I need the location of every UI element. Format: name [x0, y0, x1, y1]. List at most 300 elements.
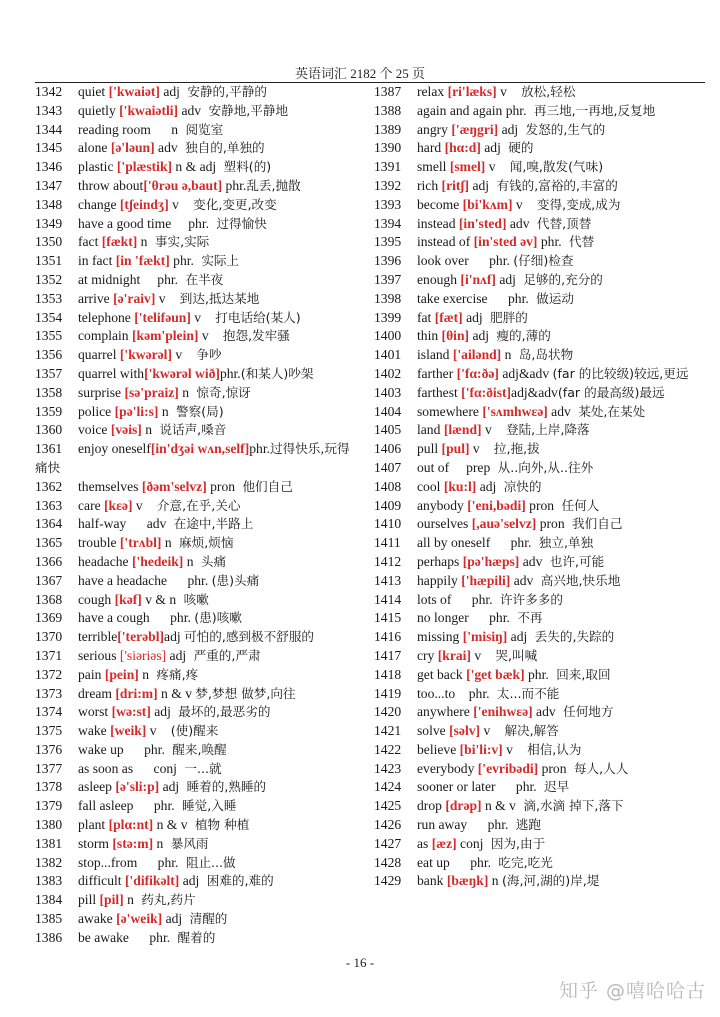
entry-number: 1379: [35, 798, 63, 814]
entry-part-of-speech: v: [155, 290, 176, 306]
entry-phonetic: [ðəm'selvz]: [141, 478, 207, 494]
entry-part-of-speech: v: [502, 741, 524, 757]
entry-number: 1384: [35, 892, 63, 908]
vocab-entry: [35, 215, 353, 234]
entry-word: anywhere: [417, 704, 474, 720]
entry-phonetic: [fækt]: [101, 234, 138, 250]
vocab-entry: [374, 121, 704, 140]
entry-part-of-speech: v & n: [141, 591, 180, 607]
entry-meaning: 相信,认为: [523, 741, 582, 757]
entry-phonetic: [bæŋk]: [446, 873, 489, 889]
entry-phonetic: ['kwaiətli]: [119, 102, 179, 118]
entry-number: 1401: [374, 347, 402, 363]
entry-word: anybody: [417, 497, 468, 513]
entry-number: 1377: [35, 760, 63, 776]
entry-phonetic: [stə:m]: [112, 835, 154, 851]
vocab-entry: [35, 666, 353, 685]
entry-meaning: 最坏的,最恶劣的: [174, 704, 271, 720]
entry-word: fall asleep: [78, 798, 134, 814]
entry-meaning: 独自的,单独的: [181, 140, 265, 156]
entry-number: 1407: [374, 459, 402, 475]
entry-part-of-speech: v: [146, 723, 167, 739]
entry-part-of-speech: adv: [510, 572, 537, 588]
entry-meaning: 逃跑: [511, 817, 541, 833]
entry-phonetic: [ə'raiv]: [113, 290, 156, 306]
watermark: 知乎 @嘻哈哈古: [558, 980, 706, 1002]
entry-word: trouble: [78, 535, 120, 551]
vocab-entry: [374, 666, 704, 685]
page-header: 英语词汇 2182 个 25 页: [294, 66, 425, 81]
entry-word: storm: [78, 835, 113, 851]
entry-phonetic: [in 'fækt]: [115, 253, 170, 269]
entry-meaning: 足够的,充分的: [519, 271, 603, 287]
entry-number: 1390: [374, 140, 402, 156]
entry-part-of-speech: pron: [536, 516, 569, 532]
entry-meaning: 发怒的,生气的: [521, 121, 606, 137]
entry-part-of-speech: pron: [206, 478, 239, 494]
entry-number: 1374: [35, 704, 63, 720]
entry-number: 1413: [374, 572, 402, 588]
entry-part-of-speech: adj: [507, 629, 531, 645]
entry-word: island: [417, 347, 453, 363]
entry-word: no longer: [417, 610, 469, 626]
entry-word: surprise: [78, 384, 125, 400]
vocab-entry: [35, 346, 353, 365]
entry-part-of-speech: adj: [166, 647, 190, 663]
vocab-entry: [374, 778, 704, 797]
entry-meaning: 哭,叫喊: [491, 647, 538, 663]
entry-part-of-speech: phr.: [133, 798, 179, 814]
vocab-entry: [35, 421, 353, 440]
entry-part-of-speech: adj: [469, 328, 493, 344]
vocab-entry: [35, 83, 353, 102]
entry-meaning: 安静地,平静地: [204, 102, 289, 118]
entry-meaning: 不再: [513, 610, 543, 626]
entry-phonetic: [ə'sli:p]: [115, 779, 160, 795]
entry-meaning: 丢失的,失踪的: [530, 629, 615, 645]
entry-part-of-speech: adj: [164, 629, 185, 645]
entry-meaning: 抱怨,发牢骚: [218, 328, 290, 344]
vocab-entry: [35, 384, 353, 403]
entry-number: 1346: [35, 159, 63, 175]
entry-word: telephone: [78, 309, 135, 325]
entry-meaning: 他们自己: [238, 478, 293, 494]
entry-word: land: [417, 422, 444, 438]
entry-number: 1400: [374, 328, 402, 344]
entry-meaning: 安静的,平静的: [183, 84, 267, 99]
entry-number: 1394: [374, 215, 402, 231]
entry-number: 1397: [374, 271, 402, 287]
entry-number: 1396: [374, 253, 402, 269]
entry-number: 1386: [35, 929, 63, 945]
vocab-entry: [374, 741, 704, 760]
entry-meaning: 某处,在某处: [574, 403, 646, 419]
entry-phonetic: [ri'læks]: [447, 84, 497, 99]
entry-meaning: 睡觉,入睡: [178, 798, 237, 814]
vocab-entry: [35, 591, 353, 610]
entry-word: rich: [417, 177, 442, 193]
vocab-entry: [374, 553, 704, 572]
entry-part-of-speech: v: [168, 196, 190, 212]
entry-number: 1412: [374, 553, 402, 569]
entry-phonetic: ['siəriəs]: [119, 647, 167, 663]
entry-number: 1367: [35, 572, 63, 588]
entry-meaning: 太...而不能: [492, 685, 560, 701]
vocab-entry: [35, 872, 353, 891]
entry-word: dream: [78, 685, 116, 701]
entry-part-of-speech: adj: [469, 177, 493, 193]
entry-number: 1344: [35, 121, 63, 137]
vocab-entry: [35, 647, 353, 666]
entry-word: have a good time: [78, 215, 172, 231]
entry-word: alone: [78, 140, 111, 156]
vocab-entry: [374, 628, 704, 647]
entry-part-of-speech: phr.: [222, 177, 247, 193]
vocab-entry: [374, 497, 704, 516]
entry-number: 1382: [35, 854, 63, 870]
entry-part-of-speech: n: [488, 873, 502, 889]
entry-phonetic: [ə'ləun]: [110, 140, 155, 156]
entry-phonetic: ['fα:ðə]: [456, 365, 499, 381]
entry-meaning: 每人,人人: [569, 760, 629, 776]
entry-phonetic: ['difikəlt]: [124, 873, 180, 889]
entry-meaning: 植物 种植: [190, 817, 250, 833]
entry-meaning: (far 的比较级)较远,更远: [552, 365, 689, 381]
entry-part-of-speech: n & v: [157, 685, 196, 701]
vocab-entry: [35, 609, 353, 628]
entry-meaning: 凉快的: [499, 478, 542, 494]
entry-number: 1359: [35, 403, 63, 419]
entry-part-of-speech: phr.: [490, 535, 535, 551]
entry-part-of-speech: adj: [495, 271, 520, 287]
vocab-entry: [35, 816, 353, 835]
entry-word: worst: [78, 704, 112, 720]
entry-word: again and again: [417, 102, 503, 118]
vocab-entry: [374, 271, 704, 290]
entry-phonetic: [plα:nt]: [108, 817, 154, 833]
entry-meaning: 争吵: [192, 347, 222, 363]
entry-meaning: 实际上: [197, 253, 240, 269]
entry-phonetic: ['θrəu ə,baut]: [143, 177, 223, 193]
entry-meaning: 做运动: [532, 290, 574, 306]
vocab-entry: [35, 778, 353, 797]
vocab-entry: [374, 854, 704, 873]
vocab-entry: [35, 121, 353, 140]
vocab-entry: [374, 252, 704, 271]
entry-word: fat: [417, 309, 435, 325]
entry-word: pill: [78, 892, 100, 908]
entry-part-of-speech: n: [501, 347, 515, 363]
entry-number: 1388: [374, 102, 402, 118]
entry-meaning: 瘦的,薄的: [492, 328, 551, 344]
entry-word: somewhere: [417, 403, 483, 419]
entry-word: believe: [417, 741, 460, 757]
entry-meaning: 药丸,药片: [137, 892, 196, 908]
entry-word: bank: [417, 873, 447, 889]
entry-meaning: 拉,拖,拔: [489, 441, 540, 457]
entry-number: 1408: [374, 478, 402, 494]
entry-part-of-speech: phr.: [137, 854, 182, 870]
entry-phonetic: [krai]: [437, 647, 471, 663]
entry-meaning: (和某人)吵架: [240, 365, 314, 381]
entry-part-of-speech: v: [171, 347, 193, 363]
entry-part-of-speech: phr.: [468, 610, 514, 626]
entry-part-of-speech: phr.: [219, 365, 241, 381]
entry-word: complain: [78, 328, 132, 344]
entry-part-of-speech: n: [141, 422, 156, 438]
entry-phonetic: [hα:d]: [444, 140, 481, 156]
entry-meaning: 滴,水滴 掉下,落下: [519, 798, 624, 814]
vocab-entry: [35, 722, 353, 741]
entry-meaning: 因为,由于: [486, 835, 546, 851]
entry-meaning: 说话声,嗓音: [155, 422, 227, 438]
entry-part-of-speech: n & v: [153, 817, 191, 833]
entry-word: cough: [78, 591, 115, 607]
entry-word: become: [417, 196, 463, 212]
vocab-entry: [35, 196, 353, 215]
vocab-entry: [35, 703, 353, 722]
entry-part-of-speech: phr.: [502, 102, 530, 118]
entry-part-of-speech: v: [198, 328, 219, 344]
entry-meaning: 暴风雨: [166, 835, 209, 851]
entry-phonetic: [tʃeindʒ]: [119, 196, 169, 212]
vocab-entry: [35, 365, 353, 384]
entry-meaning: 梦,梦想 做梦,向往: [195, 685, 296, 701]
entry-word: lots of: [417, 591, 452, 607]
entry-number: 1385: [35, 911, 63, 927]
entry-word: solve: [417, 723, 450, 739]
entry-part-of-speech: phr.: [171, 215, 213, 231]
entry-word: plastic: [78, 159, 117, 175]
entry-meaning: 闻,嗅,散发(气味): [505, 159, 604, 175]
vocab-entry: [35, 929, 353, 948]
entry-meaning: 打电话给(某人): [211, 309, 301, 325]
entry-word: quarrel with: [78, 365, 145, 381]
entry-meaning: (患)咳嗽: [194, 610, 242, 626]
entry-number: 1354: [35, 309, 63, 325]
entry-number: 1392: [374, 177, 402, 193]
entry-word: angry: [417, 121, 452, 137]
entry-phonetic: [vəis]: [110, 422, 142, 438]
entry-number: 1373: [35, 685, 63, 701]
entry-phonetic: [kəf]: [114, 591, 142, 607]
vocab-entry: [35, 835, 353, 854]
entry-part-of-speech: n: [150, 121, 182, 137]
entry-word: enjoy oneself: [78, 441, 151, 457]
entry-meaning: 高兴地,快乐地: [536, 572, 621, 588]
entry-meaning: 从..向外,从..往外: [493, 459, 594, 475]
entry-meaning: (海,河,湖的)岸,堤: [501, 873, 600, 889]
vocab-entry: [35, 534, 353, 553]
entry-number: 1399: [374, 309, 402, 325]
entry-part-of-speech: n: [161, 535, 176, 551]
entry-part-of-speech: adj&adv: [511, 384, 558, 400]
entry-phonetic: [ku:l]: [443, 478, 477, 494]
vocab-entry: [374, 384, 704, 403]
entry-number: 1360: [35, 422, 63, 438]
entry-word: in fact: [78, 253, 116, 269]
entry-part-of-speech: phr.: [468, 253, 514, 269]
entry-number: 1411: [374, 535, 401, 551]
entry-phonetic: ['plæstik]: [116, 159, 173, 175]
entry-phonetic: ['sʌmhwεə]: [482, 403, 548, 419]
entry-meaning: 过得快乐,玩得痛快: [35, 441, 350, 475]
vocab-entry: [374, 797, 704, 816]
entry-word: hard: [417, 140, 445, 156]
entry-number: 1409: [374, 497, 402, 513]
vocab-entry: [35, 685, 353, 704]
entry-word: change: [78, 196, 120, 212]
entry-meaning: 麻烦,烦恼: [175, 535, 234, 551]
vocab-entry: [374, 722, 704, 741]
vocab-entry: [35, 497, 353, 516]
entry-part-of-speech: phr.: [495, 779, 541, 795]
entry-phonetic: [səlv]: [449, 723, 481, 739]
entry-part-of-speech: phr.: [455, 685, 493, 701]
entry-number: 1421: [374, 723, 402, 739]
entry-number: 1417: [374, 647, 402, 663]
entry-meaning: 过得愉快: [212, 215, 267, 231]
vocab-entry: [374, 346, 704, 365]
entry-meaning: 事实,实际: [150, 234, 210, 250]
entry-part-of-speech: phr.: [169, 253, 198, 269]
entry-part-of-speech: v: [190, 309, 212, 325]
entry-part-of-speech: v: [480, 723, 501, 739]
entry-number: 1422: [374, 741, 402, 757]
vocab-entry: [35, 440, 353, 478]
entry-meaning: 解决,解答: [500, 723, 559, 739]
entry-number: 1353: [35, 290, 63, 306]
vocab-entry: [374, 534, 704, 553]
entry-meaning: 硬的: [504, 140, 534, 156]
entry-number: 1350: [35, 234, 63, 250]
entry-meaning: (far 的最高级)最远: [557, 384, 665, 400]
entry-part-of-speech: phr.: [451, 591, 496, 607]
entry-number: 1393: [374, 196, 402, 212]
entry-phonetic: [θin]: [441, 328, 470, 344]
entry-word: police: [78, 403, 115, 419]
entry-phonetic: ['enihwεə]: [473, 704, 533, 720]
entry-number: 1357: [35, 365, 63, 381]
entry-phonetic: ['hæpili]: [461, 572, 511, 588]
entry-number: 1352: [35, 271, 63, 287]
entry-meaning: 阻止...做: [181, 854, 236, 870]
entry-phonetic: [i'nʌf]: [460, 271, 496, 287]
entry-phonetic: [in'dʒəi wʌn,self]: [150, 441, 250, 457]
entry-meaning: 睡着的,熟睡的: [182, 779, 267, 795]
entry-part-of-speech: conj: [456, 835, 487, 851]
entry-number: 1361: [35, 441, 63, 457]
entry-phonetic: [smel]: [449, 159, 486, 175]
entry-meaning: 阅览室: [181, 121, 224, 137]
entry-part-of-speech: adj: [476, 478, 500, 494]
entry-word: eat up: [417, 854, 450, 870]
vocab-entry: [374, 421, 704, 440]
vocab-entry: [35, 252, 353, 271]
entry-number: 1387: [374, 84, 402, 99]
entry-number: 1351: [35, 253, 63, 269]
entry-phonetic: [drəp]: [445, 798, 482, 814]
vocab-entry: [374, 872, 704, 891]
vocab-entry: [374, 703, 704, 722]
entry-meaning: 乱丢,抛散: [246, 177, 301, 193]
entry-meaning: 困难的,难的: [202, 873, 274, 889]
entry-number: 1406: [374, 441, 402, 457]
vocab-entry: [35, 327, 353, 346]
entry-meaning: 迟早: [540, 779, 570, 795]
entry-part-of-speech: v: [481, 422, 502, 438]
entry-word: half-way: [78, 516, 127, 532]
entry-word: run away: [417, 817, 468, 833]
page-number: - 16 -: [345, 955, 375, 970]
vocab-entry: [374, 233, 704, 252]
entry-word: as soon as: [78, 760, 134, 776]
vocab-entry: [374, 572, 704, 591]
vocab-entry: [374, 139, 704, 158]
entry-part-of-speech: adj: [159, 779, 183, 795]
entry-phonetic: ['eni,bədi]: [467, 497, 526, 513]
entry-phonetic: [pul]: [441, 441, 470, 457]
entry-meaning: 岛,岛状物: [514, 347, 574, 363]
entry-number: 1365: [35, 535, 63, 551]
vocab-entry: [374, 459, 704, 478]
vocab-entry: [374, 515, 704, 534]
entry-meaning: 疼痛,疼: [152, 666, 199, 682]
entry-number: 1356: [35, 347, 63, 363]
entry-phonetic: [kεə]: [104, 497, 133, 513]
entry-number: 1410: [374, 516, 402, 532]
entry-meaning: 咳嗽: [179, 591, 209, 607]
entry-word: serious: [78, 647, 120, 663]
vocab-entry: [35, 910, 353, 929]
entry-number: 1414: [374, 591, 402, 607]
entry-part-of-speech: v: [471, 647, 492, 663]
entry-part-of-speech: n: [137, 234, 151, 250]
entry-part-of-speech: adj: [159, 84, 184, 99]
entry-part-of-speech: phr.: [123, 741, 169, 757]
vocab-entry: [35, 572, 353, 591]
vocab-entry: [374, 196, 704, 215]
entry-phonetic: ['misiŋ]: [462, 629, 508, 645]
entry-word: wake up: [78, 741, 124, 757]
entry-phonetic: ['ailənd]: [452, 347, 502, 363]
entry-part-of-speech: adv: [506, 215, 533, 231]
entry-word: perhaps: [417, 553, 463, 569]
entry-word: ourselves: [417, 516, 472, 532]
entry-meaning: 我们自己: [568, 516, 623, 532]
entry-phonetic: ['evribədi]: [477, 760, 539, 776]
entry-meaning: 在途中,半路上: [169, 516, 254, 532]
entry-meaning: 代替: [565, 234, 595, 250]
entry-word: fact: [78, 234, 102, 250]
entry-word: have a cough: [78, 610, 150, 626]
entry-number: 1404: [374, 403, 402, 419]
entry-number: 1380: [35, 817, 63, 833]
entry-number: 1426: [374, 817, 402, 833]
entry-meaning: 介意,在乎,关心: [152, 497, 241, 513]
entry-meaning: 独立,单独: [534, 535, 594, 551]
entry-phonetic: ['terəbl]: [117, 629, 165, 645]
entry-meaning: 惊奇,惊讶: [192, 384, 251, 400]
entry-meaning: 回来,取回: [552, 666, 611, 682]
entry-phonetic: [dri:m]: [115, 685, 158, 701]
entry-word: quietly: [78, 102, 120, 118]
entry-part-of-speech: adv: [547, 403, 575, 419]
entry-number: 1419: [374, 685, 402, 701]
entry-number: 1383: [35, 873, 63, 889]
entry-meaning: 代替,顶替: [532, 215, 592, 231]
entry-number: 1376: [35, 741, 63, 757]
